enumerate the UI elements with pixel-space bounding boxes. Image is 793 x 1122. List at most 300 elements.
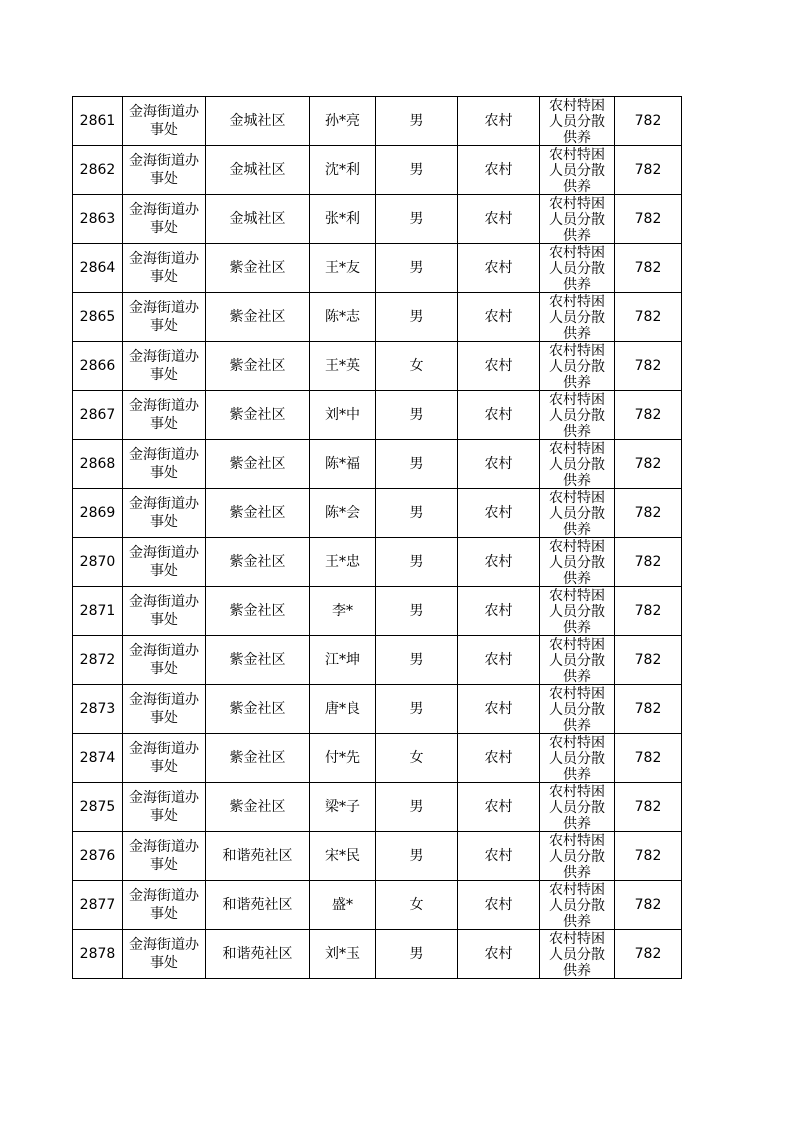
amount-cell: [615, 734, 682, 783]
area-type: 农村: [484, 211, 513, 227]
name-cell: [310, 293, 376, 342]
serial-number: 2874: [79, 750, 116, 766]
area-type: 农村: [484, 358, 513, 374]
beneficiary-table: [72, 96, 682, 979]
name-cell: [310, 244, 376, 293]
table-row: [73, 146, 682, 195]
amount-cell: [615, 97, 682, 146]
support-type-cell: [540, 97, 615, 146]
amount: 782: [634, 799, 662, 815]
street-office-cell: [123, 293, 206, 342]
amount-cell: [615, 293, 682, 342]
amount: 782: [634, 211, 662, 227]
table-row: [73, 342, 682, 391]
amount: 782: [634, 554, 662, 570]
community-cell: [206, 538, 310, 587]
gender-cell: [376, 881, 458, 930]
gender: 女: [409, 750, 424, 766]
person-name: 王*忠: [325, 554, 360, 570]
amount: 782: [634, 848, 662, 864]
support-type: 农村特困人员分散供养: [549, 245, 605, 292]
gender-cell: [376, 538, 458, 587]
name-cell: [310, 832, 376, 881]
street-office: 金海街道办事处: [129, 398, 199, 432]
street-office-cell: [123, 440, 206, 489]
person-name: 刘*中: [325, 407, 360, 423]
area-cell: [458, 636, 540, 685]
name-cell: [310, 734, 376, 783]
amount: 782: [634, 260, 662, 276]
serial-number-cell: [73, 734, 123, 783]
serial-number-cell: [73, 685, 123, 734]
gender-cell: [376, 685, 458, 734]
table-row: [73, 440, 682, 489]
support-type: 农村特困人员分散供养: [549, 931, 605, 978]
gender: 男: [409, 456, 424, 472]
support-type-cell: [540, 930, 615, 979]
area-type: 农村: [484, 652, 513, 668]
name-cell: [310, 783, 376, 832]
serial-number-cell: [73, 244, 123, 293]
street-office: 金海街道办事处: [129, 447, 199, 481]
serial-number-cell: [73, 97, 123, 146]
area-type: 农村: [484, 456, 513, 472]
person-name: 王*友: [325, 260, 360, 276]
amount: 782: [634, 407, 662, 423]
serial-number-cell: [73, 342, 123, 391]
area-cell: [458, 293, 540, 342]
area-cell: [458, 881, 540, 930]
table-row: [73, 538, 682, 587]
gender: 男: [409, 652, 424, 668]
gender: 男: [409, 946, 424, 962]
street-office: 金海街道办事处: [129, 153, 199, 187]
area-type: 农村: [484, 407, 513, 423]
gender-cell: [376, 195, 458, 244]
amount-cell: [615, 391, 682, 440]
area-cell: [458, 832, 540, 881]
street-office: 金海街道办事处: [129, 643, 199, 677]
area-cell: [458, 195, 540, 244]
gender: 男: [409, 162, 424, 178]
area-type: 农村: [484, 750, 513, 766]
table-row: [73, 244, 682, 293]
support-type-cell: [540, 783, 615, 832]
street-office: 金海街道办事处: [129, 251, 199, 285]
serial-number-cell: [73, 146, 123, 195]
gender: 男: [409, 113, 424, 129]
support-type-cell: [540, 685, 615, 734]
gender-cell: [376, 930, 458, 979]
area-cell: [458, 930, 540, 979]
amount: 782: [634, 358, 662, 374]
area-cell: [458, 342, 540, 391]
street-office: 金海街道办事处: [129, 692, 199, 726]
community: 紫金社区: [229, 505, 286, 521]
community: 和谐苑社区: [222, 848, 293, 864]
street-office-cell: [123, 881, 206, 930]
support-type-cell: [540, 587, 615, 636]
amount-cell: [615, 342, 682, 391]
area-type: 农村: [484, 848, 513, 864]
gender-cell: [376, 97, 458, 146]
support-type: 农村特困人员分散供养: [549, 196, 605, 243]
person-name: 陈*会: [325, 505, 360, 521]
serial-number-cell: [73, 489, 123, 538]
area-cell: [458, 538, 540, 587]
support-type-cell: [540, 636, 615, 685]
person-name: 陈*福: [325, 456, 360, 472]
name-cell: [310, 97, 376, 146]
area-type: 农村: [484, 897, 513, 913]
name-cell: [310, 538, 376, 587]
gender-cell: [376, 342, 458, 391]
table-body: [73, 97, 682, 979]
street-office: 金海街道办事处: [129, 300, 199, 334]
community-cell: [206, 930, 310, 979]
community-cell: [206, 440, 310, 489]
street-office-cell: [123, 734, 206, 783]
serial-number-cell: [73, 440, 123, 489]
community-cell: [206, 195, 310, 244]
support-type: 农村特困人员分散供养: [549, 735, 605, 782]
community: 紫金社区: [229, 603, 286, 619]
community-cell: [206, 685, 310, 734]
support-type-cell: [540, 440, 615, 489]
community: 紫金社区: [229, 456, 286, 472]
area-cell: [458, 587, 540, 636]
area-cell: [458, 440, 540, 489]
serial-number: 2868: [79, 456, 116, 472]
community-cell: [206, 391, 310, 440]
community-cell: [206, 97, 310, 146]
street-office-cell: [123, 391, 206, 440]
amount-cell: [615, 538, 682, 587]
community: 紫金社区: [229, 407, 286, 423]
serial-number-cell: [73, 195, 123, 244]
serial-number-cell: [73, 636, 123, 685]
area-type: 农村: [484, 554, 513, 570]
serial-number: 2875: [79, 799, 116, 815]
serial-number-cell: [73, 391, 123, 440]
support-type-cell: [540, 342, 615, 391]
community: 金城社区: [229, 162, 286, 178]
area-type: 农村: [484, 701, 513, 717]
amount: 782: [634, 652, 662, 668]
area-type: 农村: [484, 799, 513, 815]
amount-cell: [615, 881, 682, 930]
person-name: 宋*民: [325, 848, 360, 864]
name-cell: [310, 685, 376, 734]
area-cell: [458, 685, 540, 734]
support-type: 农村特困人员分散供养: [549, 637, 605, 684]
street-office: 金海街道办事处: [129, 741, 199, 775]
street-office-cell: [123, 685, 206, 734]
name-cell: [310, 146, 376, 195]
gender-cell: [376, 440, 458, 489]
support-type: 农村特困人员分散供养: [549, 882, 605, 929]
amount-cell: [615, 685, 682, 734]
support-type: 农村特困人员分散供养: [549, 784, 605, 831]
gender-cell: [376, 293, 458, 342]
gender-cell: [376, 244, 458, 293]
support-type-cell: [540, 734, 615, 783]
gender: 男: [409, 309, 424, 325]
table-row: [73, 930, 682, 979]
serial-number-cell: [73, 293, 123, 342]
serial-number: 2861: [79, 113, 116, 129]
serial-number-cell: [73, 832, 123, 881]
street-office: 金海街道办事处: [129, 790, 199, 824]
street-office-cell: [123, 538, 206, 587]
support-type: 农村特困人员分散供养: [549, 392, 605, 439]
table-row: [73, 881, 682, 930]
support-type-cell: [540, 146, 615, 195]
community: 紫金社区: [229, 554, 286, 570]
name-cell: [310, 489, 376, 538]
community-cell: [206, 342, 310, 391]
name-cell: [310, 587, 376, 636]
gender: 男: [409, 701, 424, 717]
support-type-cell: [540, 538, 615, 587]
person-name: 梁*子: [325, 799, 360, 815]
street-office: 金海街道办事处: [129, 545, 199, 579]
support-type: 农村特困人员分散供养: [549, 686, 605, 733]
community: 紫金社区: [229, 750, 286, 766]
name-cell: [310, 881, 376, 930]
area-type: 农村: [484, 260, 513, 276]
street-office: 金海街道办事处: [129, 496, 199, 530]
support-type-cell: [540, 244, 615, 293]
serial-number-cell: [73, 587, 123, 636]
street-office: 金海街道办事处: [129, 202, 199, 236]
name-cell: [310, 342, 376, 391]
amount-cell: [615, 587, 682, 636]
support-type: 农村特困人员分散供养: [549, 343, 605, 390]
support-type: 农村特困人员分散供养: [549, 294, 605, 341]
area-type: 农村: [484, 113, 513, 129]
street-office-cell: [123, 97, 206, 146]
name-cell: [310, 636, 376, 685]
support-type: 农村特困人员分散供养: [549, 441, 605, 488]
amount: 782: [634, 505, 662, 521]
support-type-cell: [540, 881, 615, 930]
person-name: 付*先: [325, 750, 360, 766]
community: 金城社区: [229, 211, 286, 227]
name-cell: [310, 440, 376, 489]
gender: 男: [409, 848, 424, 864]
gender: 男: [409, 407, 424, 423]
person-name: 陈*志: [325, 309, 360, 325]
street-office: 金海街道办事处: [129, 839, 199, 873]
amount-cell: [615, 489, 682, 538]
serial-number-cell: [73, 783, 123, 832]
serial-number: 2877: [79, 897, 116, 913]
community: 紫金社区: [229, 260, 286, 276]
support-type-cell: [540, 293, 615, 342]
area-cell: [458, 97, 540, 146]
person-name: 沈*利: [325, 162, 360, 178]
amount: 782: [634, 897, 662, 913]
support-type: 农村特困人员分散供养: [549, 98, 605, 145]
amount-cell: [615, 636, 682, 685]
table-row: [73, 685, 682, 734]
community-cell: [206, 587, 310, 636]
community-cell: [206, 734, 310, 783]
person-name: 孙*亮: [325, 113, 360, 129]
serial-number: 2865: [79, 309, 116, 325]
table-row: [73, 391, 682, 440]
serial-number: 2867: [79, 407, 116, 423]
community: 金城社区: [229, 113, 286, 129]
community-cell: [206, 783, 310, 832]
support-type-cell: [540, 832, 615, 881]
community: 紫金社区: [229, 799, 286, 815]
area-cell: [458, 783, 540, 832]
community-cell: [206, 489, 310, 538]
gender-cell: [376, 734, 458, 783]
gender-cell: [376, 489, 458, 538]
gender: 女: [409, 897, 424, 913]
name-cell: [310, 195, 376, 244]
street-office-cell: [123, 195, 206, 244]
amount: 782: [634, 750, 662, 766]
serial-number: 2869: [79, 505, 116, 521]
name-cell: [310, 930, 376, 979]
table-row: [73, 734, 682, 783]
amount: 782: [634, 701, 662, 717]
serial-number: 2862: [79, 162, 116, 178]
serial-number: 2871: [79, 603, 116, 619]
gender: 男: [409, 211, 424, 227]
serial-number: 2872: [79, 652, 116, 668]
street-office: 金海街道办事处: [129, 594, 199, 628]
street-office-cell: [123, 832, 206, 881]
gender-cell: [376, 391, 458, 440]
street-office: 金海街道办事处: [129, 937, 199, 971]
community: 紫金社区: [229, 358, 286, 374]
support-type: 农村特困人员分散供养: [549, 833, 605, 880]
street-office: 金海街道办事处: [129, 349, 199, 383]
gender: 男: [409, 603, 424, 619]
amount-cell: [615, 244, 682, 293]
street-office-cell: [123, 489, 206, 538]
serial-number: 2876: [79, 848, 116, 864]
serial-number: 2863: [79, 211, 116, 227]
community-cell: [206, 636, 310, 685]
support-type: 农村特困人员分散供养: [549, 539, 605, 586]
area-type: 农村: [484, 505, 513, 521]
serial-number: 2873: [79, 701, 116, 717]
street-office: 金海街道办事处: [129, 888, 199, 922]
street-office-cell: [123, 636, 206, 685]
community-cell: [206, 244, 310, 293]
amount-cell: [615, 440, 682, 489]
area-type: 农村: [484, 309, 513, 325]
gender: 男: [409, 260, 424, 276]
community-cell: [206, 881, 310, 930]
community: 紫金社区: [229, 309, 286, 325]
support-type-cell: [540, 391, 615, 440]
gender: 男: [409, 554, 424, 570]
amount: 782: [634, 162, 662, 178]
amount-cell: [615, 783, 682, 832]
area-type: 农村: [484, 162, 513, 178]
gender-cell: [376, 832, 458, 881]
serial-number-cell: [73, 881, 123, 930]
community: 和谐苑社区: [222, 946, 293, 962]
table-row: [73, 587, 682, 636]
support-type-cell: [540, 195, 615, 244]
person-name: 盛*: [332, 897, 353, 913]
street-office-cell: [123, 587, 206, 636]
amount: 782: [634, 603, 662, 619]
amount-cell: [615, 832, 682, 881]
table-row: [73, 832, 682, 881]
area-cell: [458, 391, 540, 440]
street-office-cell: [123, 342, 206, 391]
serial-number: 2870: [79, 554, 116, 570]
street-office: 金海街道办事处: [129, 104, 199, 138]
gender-cell: [376, 783, 458, 832]
person-name: 王*英: [325, 358, 360, 374]
area-cell: [458, 146, 540, 195]
gender-cell: [376, 587, 458, 636]
serial-number: 2878: [79, 946, 116, 962]
serial-number: 2864: [79, 260, 116, 276]
gender: 女: [409, 358, 424, 374]
street-office-cell: [123, 146, 206, 195]
person-name: 张*利: [325, 211, 360, 227]
serial-number: 2866: [79, 358, 116, 374]
community-cell: [206, 146, 310, 195]
gender: 男: [409, 799, 424, 815]
support-type-cell: [540, 489, 615, 538]
gender: 男: [409, 505, 424, 521]
person-name: 刘*玉: [325, 946, 360, 962]
community: 紫金社区: [229, 652, 286, 668]
amount: 782: [634, 113, 662, 129]
table-row: [73, 97, 682, 146]
table-row: [73, 783, 682, 832]
amount: 782: [634, 309, 662, 325]
area-type: 农村: [484, 603, 513, 619]
area-type: 农村: [484, 946, 513, 962]
community-cell: [206, 832, 310, 881]
community: 紫金社区: [229, 701, 286, 717]
table-row: [73, 636, 682, 685]
amount-cell: [615, 195, 682, 244]
support-type: 农村特困人员分散供养: [549, 490, 605, 537]
serial-number-cell: [73, 930, 123, 979]
amount: 782: [634, 456, 662, 472]
area-cell: [458, 734, 540, 783]
person-name: 江*坤: [325, 652, 360, 668]
table-row: [73, 293, 682, 342]
community: 和谐苑社区: [222, 897, 293, 913]
street-office-cell: [123, 783, 206, 832]
support-type: 农村特困人员分散供养: [549, 588, 605, 635]
amount: 782: [634, 946, 662, 962]
gender-cell: [376, 146, 458, 195]
community-cell: [206, 293, 310, 342]
table-row: [73, 489, 682, 538]
street-office-cell: [123, 930, 206, 979]
serial-number-cell: [73, 538, 123, 587]
area-cell: [458, 489, 540, 538]
support-type: 农村特困人员分散供养: [549, 147, 605, 194]
table-row: [73, 195, 682, 244]
